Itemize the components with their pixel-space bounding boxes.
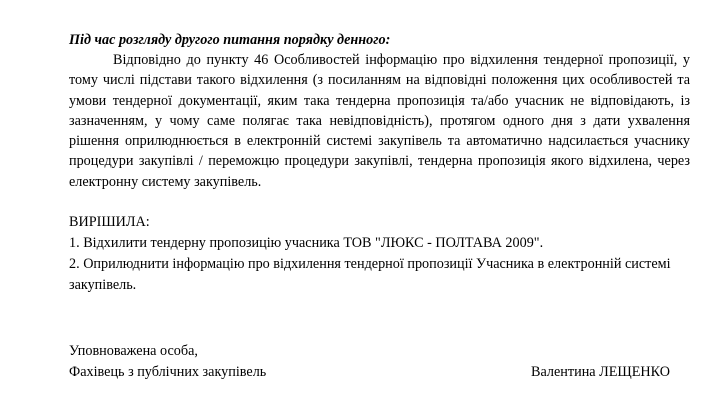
spacer — [69, 296, 690, 341]
section-heading: Під час розгляду другого питання порядку денного: — [69, 32, 391, 48]
spacer — [69, 192, 690, 212]
decision-item-2: 2. Оприлюднити інформацію про відхилення тендерної пропозиції Учасника в електронній системі закупівель. — [69, 256, 671, 294]
decided-label: ВИРІШИЛА: — [69, 214, 150, 231]
document-page — [69, 31, 690, 383]
signature-row — [69, 362, 690, 383]
signature-block — [69, 341, 690, 383]
decision-item-1: 1. Відхилити тендерну пропозицію учасника ТОВ "ЛЮКС - ПОЛТАВА 2009". — [69, 235, 544, 252]
signatory-name: Валентина ЛЕЩЕНКО — [531, 364, 670, 381]
signatory-role-line1: Уповноважена особа, — [69, 343, 198, 360]
signatory-role-line2: Фахівець з публічних закупівель — [69, 364, 267, 381]
body-paragraph: Відповідно до пункту 46 Особливостей інформацію про відхилення тендерної пропозиції, у тому числі підстави такого відхилення (з посиланням на відповідні положення цих особливостей та умови тендерної документації, яким така тендерна пропозиція та/або учасник не відповідають, із зазначенням, у чому саме полягає така невідповідність), протягом одного дня з дати ухвалення рішення оприлюднюється в електронній системі закупівель та автоматично надсилається учаснику процедури закупівлі / переможцю процедури закупівлі, тендерна пропозиція якого відхилена, через електронну систему закупівель. — [69, 52, 690, 190]
